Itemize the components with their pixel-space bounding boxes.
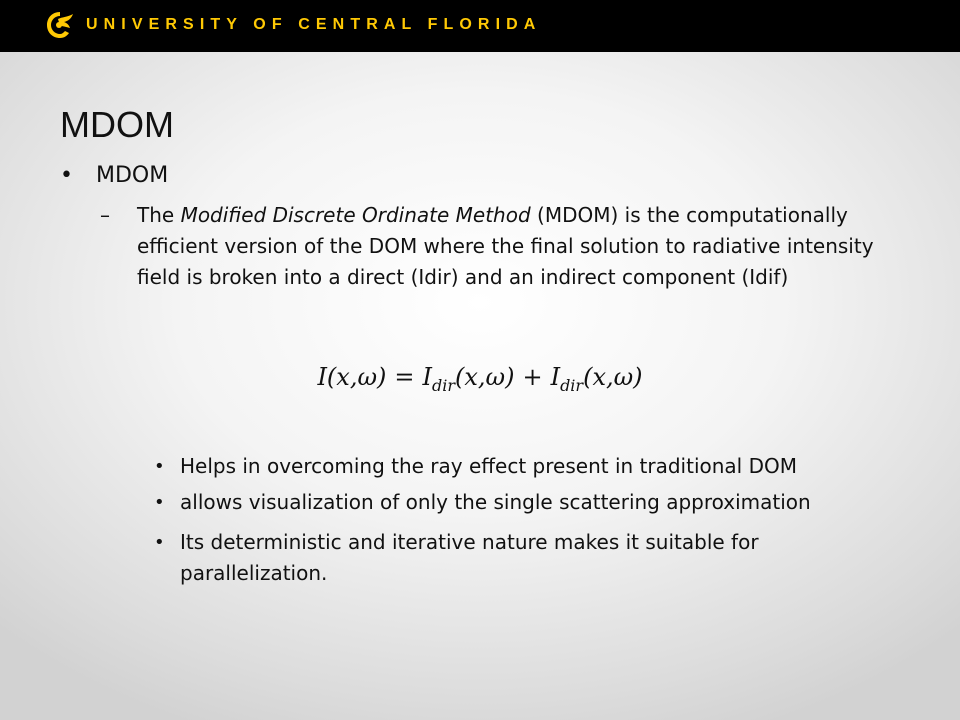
bullet-marker: •: [60, 163, 73, 188]
sub-text-pre: The: [137, 203, 181, 227]
method-name: Modified Discrete Ordinate Method: [180, 203, 531, 227]
equation-term2-args: (x,ω): [583, 363, 643, 391]
pegasus-logo-icon: [44, 9, 76, 41]
equation-equals: =: [394, 363, 415, 391]
equation-term2-base: I: [550, 363, 561, 391]
list-item-text: Helps in overcoming the ray effect present in traditional DOM: [180, 454, 797, 478]
equation: [230, 363, 730, 395]
equation-term1-args: (x,ω): [455, 363, 515, 391]
bullet-text: MDOM: [96, 163, 169, 188]
equation-term1-base: I: [422, 363, 432, 391]
list-item-text: allows visualization of only the single scattering approximation: [180, 490, 811, 514]
bullet-marker: •: [154, 492, 165, 513]
header-bar: [0, 0, 960, 52]
list-item-text: Its deterministic and iterative nature makes it suitable for parallelization.: [180, 530, 759, 585]
bullet-marker: •: [154, 532, 165, 553]
equation-plus: +: [522, 363, 543, 391]
bullet-marker: •: [154, 456, 165, 477]
university-name: UNIVERSITY OF CENTRAL FLORIDA: [86, 16, 542, 33]
equation-term1-sub: dir: [431, 375, 455, 395]
slide-title: MDOM: [60, 104, 174, 145]
equation-lhs: I(x,ω): [317, 363, 387, 391]
equation-term2-sub: dir: [560, 375, 584, 395]
sub-bullet-text: [137, 200, 897, 293]
sub-bullet-dash: –: [100, 203, 110, 227]
sub-text-post: (MDOM) is the computationally efficient version of the DOM where the final solution to radiative intensity field is broken into a direct (Idir) and an indirect component (Idif): [137, 203, 874, 289]
